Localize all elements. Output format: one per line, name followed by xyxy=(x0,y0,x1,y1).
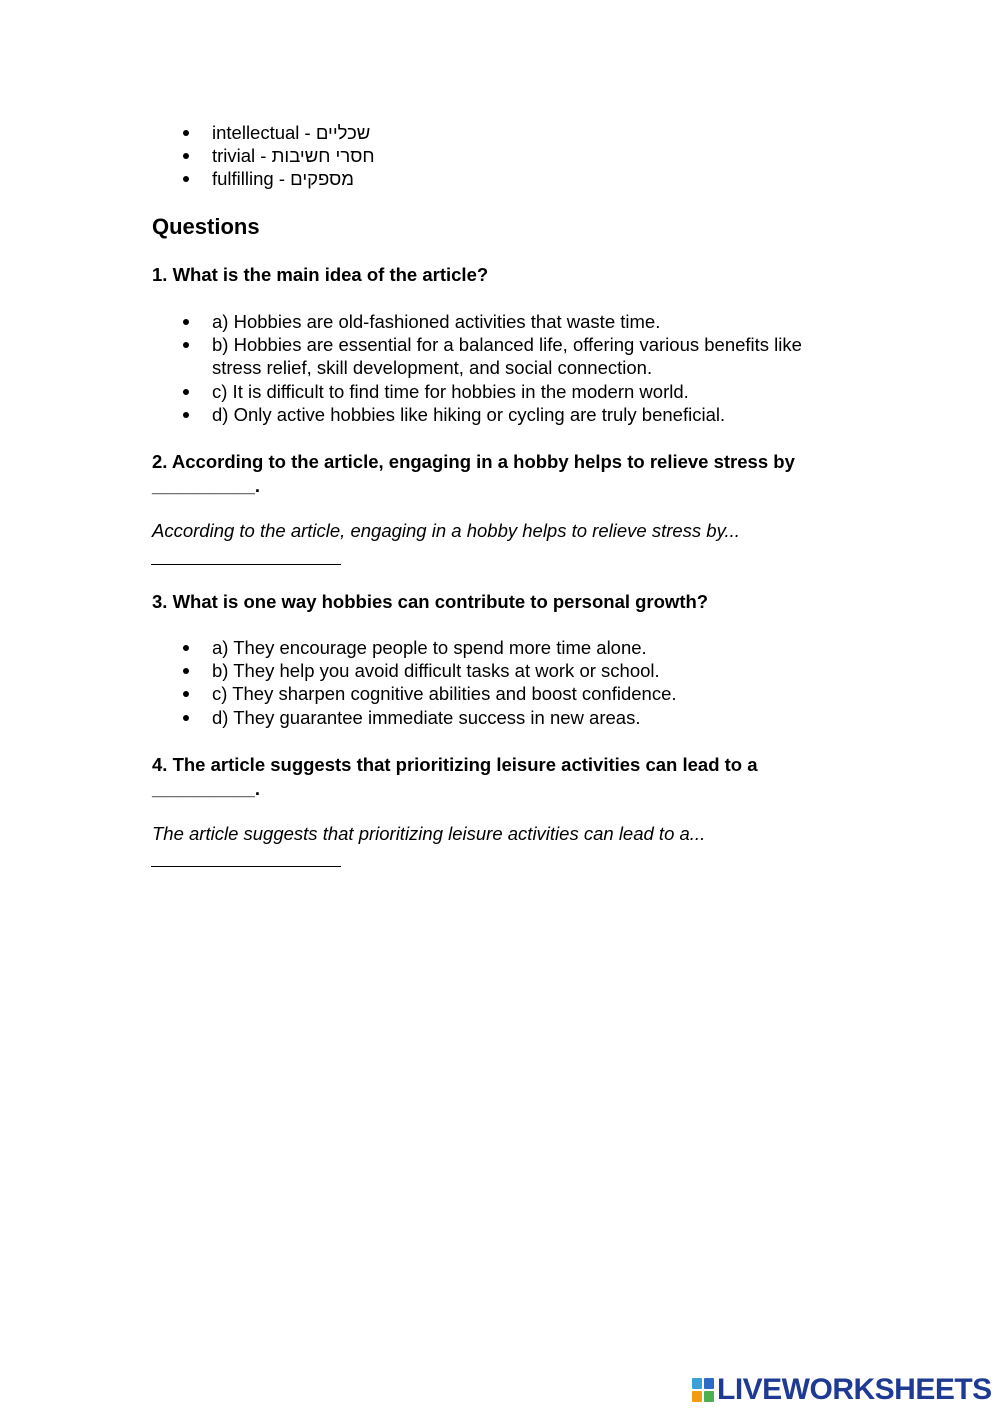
option-text: c) They sharpen cognitive abilities and boost confidence. xyxy=(212,683,677,705)
vocab-item-text: intellectual - שכליים xyxy=(212,122,371,143)
question-1-options xyxy=(152,310,852,426)
question-3-options xyxy=(152,636,852,729)
vocab-item-text: trivial - חסרי חשיבות xyxy=(212,145,375,167)
option-text: b) They help you avoid difficult tasks at work or school. xyxy=(212,660,660,682)
bullet-icon xyxy=(183,319,189,325)
bullet-icon xyxy=(183,176,189,182)
question-3: 3. What is one way hobbies can contribute to personal growth? xyxy=(152,591,709,612)
bullet-icon xyxy=(183,645,189,651)
option-b[interactable] xyxy=(152,333,852,379)
vocab-item xyxy=(152,121,852,144)
option-c[interactable] xyxy=(152,380,852,403)
bullet-icon xyxy=(183,412,189,418)
liveworksheets-logo[interactable] xyxy=(692,1374,992,1406)
logo-mark-tile xyxy=(704,1391,714,1402)
bullet-icon xyxy=(183,153,189,159)
option-a[interactable] xyxy=(152,636,852,659)
question-4: 4. The article suggests that prioritizing leisure activities can lead to a __________. xyxy=(152,754,758,799)
option-b[interactable] xyxy=(152,659,852,682)
option-c[interactable] xyxy=(152,682,852,705)
logo-mark-tile xyxy=(692,1378,702,1389)
question-4-answer-prompt: The article suggests that prioritizing leisure activities can lead to a... xyxy=(152,823,706,844)
option-text: a) Hobbies are old-fashioned activities that waste time. xyxy=(212,311,661,332)
bullet-icon xyxy=(183,389,189,395)
question-4-answer-field[interactable] xyxy=(151,866,341,867)
option-text: c) It is difficult to find time for hobbies in the modern world. xyxy=(212,380,689,402)
bullet-icon xyxy=(183,715,189,721)
option-text: b) Hobbies are essential for a balanced life, offering various benefits like stress relief, skill development, and social connection. xyxy=(212,334,802,379)
vocab-item xyxy=(152,144,852,167)
question-1: 1. What is the main idea of the article? xyxy=(152,264,489,285)
vocabulary-list xyxy=(152,121,852,191)
question-2: 2. According to the article, engaging in a hobby helps to relieve stress by __________. xyxy=(152,451,795,496)
option-text: d) Only active hobbies like hiking or cycling are truly beneficial. xyxy=(212,403,726,425)
logo-text: LIVEWORKSHEETS xyxy=(717,1373,992,1406)
vocab-item xyxy=(152,167,852,190)
option-a[interactable] xyxy=(152,310,852,333)
bullet-icon xyxy=(183,668,189,674)
bullet-icon xyxy=(183,130,189,136)
option-d[interactable] xyxy=(152,706,852,729)
logo-mark-tile xyxy=(704,1378,714,1389)
bullet-icon xyxy=(183,342,189,348)
questions-heading: Questions xyxy=(152,214,260,239)
option-d[interactable] xyxy=(152,403,852,426)
option-text: d) They guarantee immediate success in new areas. xyxy=(212,706,641,728)
liveworksheets-logo-icon xyxy=(692,1378,714,1402)
logo-mark-tile xyxy=(692,1391,702,1402)
question-2-answer-field[interactable] xyxy=(151,564,341,565)
bullet-icon xyxy=(183,691,189,697)
option-text: a) They encourage people to spend more time alone. xyxy=(212,637,647,658)
question-2-answer-prompt: According to the article, engaging in a hobby helps to relieve stress by... xyxy=(152,520,740,541)
vocab-item-text: fulfilling - מספקים xyxy=(212,168,354,190)
